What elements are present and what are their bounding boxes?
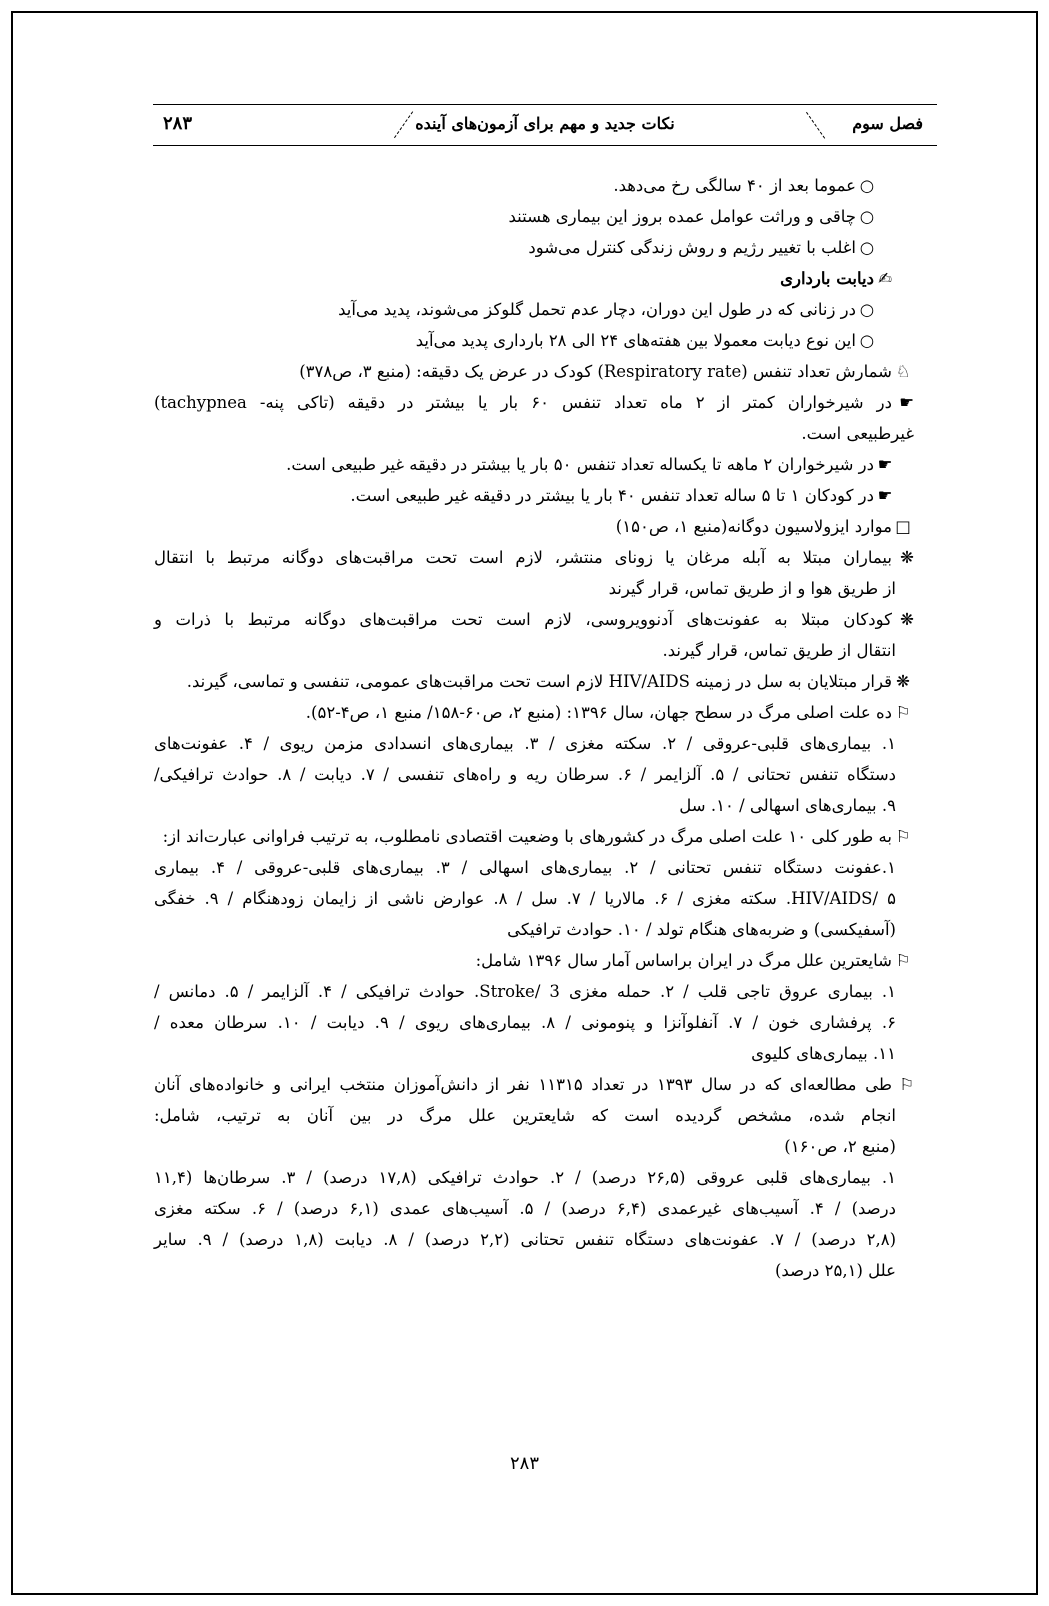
line-text: در شیرخواران کمتر از ۲ ماه تعداد تنفس ۶۰ بار یا بیشتر در دقیقه (تاکی پنه- tachypnea)	[154, 393, 892, 412]
line-text: (آسفیکسی) و ضربه‌های هنگام تولد / ۱۰. حوادث ترافیکی	[507, 920, 896, 939]
text-line	[154, 356, 914, 387]
text-line	[154, 573, 914, 604]
bullet-icon: ♘	[895, 362, 911, 381]
bullet-icon: □	[895, 517, 911, 536]
line-text: ۹. بیماری‌های اسهالی / ۱۰. سل	[679, 796, 896, 815]
line-text: ۶. پرفشاری خون / ۷. آنفلوآنزا و پنومونی / ۸. بیماری‌های ریوی / ۹. دیابت / ۱۰. سرطان معده /	[154, 1013, 896, 1032]
line-text: ده علت اصلی مرگ در سطح جهان، سال ۱۳۹۶: (منبع ۲، ص۶۰-۱۵۸/ منبع ۱، ص۴-۵۲).	[305, 703, 892, 722]
bullet-icon: ⚐	[899, 1075, 914, 1094]
bullet-icon: ○	[859, 331, 875, 350]
line-text: طی مطالعه‌ای که در سال ۱۳۹۳ در تعداد ۱۱۳۱۵ نفر از دانش‌آموزان منتخب ایرانی و خانواده‌های آنان	[154, 1075, 892, 1094]
line-text: علل (۲۵,۱ درصد)	[774, 1261, 896, 1280]
text-line	[154, 1007, 914, 1038]
line-text: دیابت بارداری	[780, 269, 874, 288]
bullet-icon: ⚐	[895, 827, 911, 846]
text-line	[154, 511, 914, 542]
text-line	[154, 728, 914, 759]
line-text: قرار مبتلایان به سل در زمینه HIV/AIDS لازم است تحت مراقبت‌های عمومی، تنفسی و تماسی، گیرند.	[186, 672, 892, 691]
line-text: ۱۱. بیماری‌های کلیوی	[751, 1044, 896, 1063]
bullet-icon: ☛	[877, 486, 893, 505]
text-line	[154, 387, 914, 418]
line-text: به طور کلی ۱۰ علت اصلی مرگ در کشورهای با وضعیت اقتصادی نامطلوب، به ترتیب فراوانی عبارت‌اند از:	[162, 827, 892, 846]
text-line	[154, 1224, 914, 1255]
bullet-icon: ○	[859, 207, 875, 226]
line-text: چاقی و وراثت عوامل عمده بروز این بیماری هستند	[508, 207, 856, 226]
bullet-icon: ○	[859, 300, 875, 319]
line-text: غیرطبیعی است.	[801, 424, 914, 443]
text-line	[154, 232, 914, 263]
line-text: بیماران مبتلا به آبله مرغان یا زونای منتشر، لازم است تحت مراقبت‌های دوگانه مرتبط با انتقال	[154, 548, 892, 567]
line-text: شایعترین علل مرگ در ایران براساس آمار سال ۱۳۹۶ شامل:	[475, 951, 892, 970]
bullet-icon: ❋	[900, 610, 914, 629]
text-line	[154, 790, 914, 821]
bullet-icon: ☛	[877, 455, 893, 474]
text-line	[154, 604, 914, 635]
bullet-icon: ☛	[899, 393, 914, 412]
text-line	[154, 697, 914, 728]
line-text: موارد ایزولاسیون دوگانه(منبع ۱، ص۱۵۰)	[615, 517, 892, 536]
bullet-icon: ❋	[900, 548, 914, 567]
line-text: از طریق هوا و از طریق تماس، قرار گیرند	[608, 579, 896, 598]
text-line	[154, 852, 914, 883]
text-line	[154, 325, 914, 356]
text-line	[154, 263, 914, 294]
footer-page-number: ۲۸۳	[509, 1453, 539, 1474]
text-line	[154, 821, 914, 852]
text-line	[154, 666, 914, 697]
running-header	[153, 104, 937, 146]
text-line	[154, 294, 914, 325]
text-line	[154, 480, 914, 511]
line-text: اغلب با تغییر رژیم و روش زندگی کنترل می‌شود	[528, 238, 856, 257]
text-line	[154, 1162, 914, 1193]
text-line	[154, 201, 914, 232]
text-line	[154, 542, 914, 573]
line-text: HIV/AIDS/ ۵. سکته مغزی / ۶. مالاریا / ۷. سل / ۸. عوارض ناشی از زایمان زودهنگام / ۹. خفگی	[154, 889, 896, 908]
text-line	[154, 1069, 914, 1100]
line-text: (منبع ۲، ص۱۶۰)	[784, 1137, 896, 1156]
text-line	[154, 1100, 914, 1131]
line-text: درصد) / ۴. آسیب‌های غیرعمدی (۶,۴ درصد) / ۵. آسیب‌های عمدی (۶,۱ درصد) / ۶. سکته مغزی	[154, 1199, 896, 1218]
text-line	[154, 914, 914, 945]
bullet-icon: ❋	[896, 672, 910, 691]
line-text: ۱. بیماری‌های قلبی-عروقی / ۲. سکته مغزی / ۳. بیماری‌های انسدادی مزمن ریوی / ۴. عفونت‌های	[154, 734, 896, 753]
text-line	[154, 759, 914, 790]
bullet-icon: ✍	[878, 269, 892, 288]
line-text: در کودکان ۱ تا ۵ ساله تعداد تنفس ۴۰ بار یا بیشتر در دقیقه غیر طبیعی است.	[350, 486, 874, 505]
bullet-icon: ⚐	[895, 703, 911, 722]
text-line	[154, 449, 914, 480]
chapter-title: فصل سوم	[852, 114, 923, 133]
line-text: ۱. بیماری عروق تاجی قلب / ۲. حمله مغزی Stroke/ 3. حوادث ترافیکی / ۴. آلزایمر / ۵. دمانس /	[154, 982, 897, 1001]
text-line	[154, 945, 914, 976]
line-text: عموما بعد از ۴۰ سالگی رخ می‌دهد.	[613, 176, 856, 195]
line-text: این نوع دیابت معمولا بین هفته‌های ۲۴ الی ۲۸ بارداری پدید می‌آید	[415, 331, 856, 350]
text-line	[154, 635, 914, 666]
line-text: ۱.عفونت دستگاه تنفس تحتانی / ۲. بیماری‌های اسهالی / ۳. بیماری‌های قلبی-عروقی / ۴. بیماری	[154, 858, 896, 877]
line-text: کودکان مبتلا به عفونت‌های آدنوویروسی، لازم است تحت مراقبت‌های دوگانه مرتبط با ذرات و	[154, 610, 892, 629]
text-line	[154, 976, 914, 1007]
text-line	[154, 883, 914, 914]
header-page-number: ۲۸۳	[163, 113, 193, 134]
line-text: (۲,۸ درصد) / ۷. عفونت‌های دستگاه تنفس تحتانی (۲,۲ درصد) / ۸. دیابت (۱,۸ درصد) / ۹. سایر	[154, 1230, 897, 1249]
page-content	[154, 170, 914, 1286]
header-title: نکات جدید و مهم برای آزمون‌های آینده	[415, 114, 675, 133]
text-line	[154, 1193, 914, 1224]
bullet-icon: ○	[859, 176, 875, 195]
text-line	[154, 1038, 914, 1069]
bullet-icon: ⚐	[895, 951, 911, 970]
text-line	[154, 418, 914, 449]
line-text: انتقال از طریق تماس، قرار گیرند.	[662, 641, 896, 660]
bullet-icon: ○	[859, 238, 875, 257]
line-text: انجام شده، مشخص گردیده است که شایعترین علل مرگ در بین آنان به ترتیب، شامل:	[154, 1106, 896, 1125]
line-text: شمارش تعداد تنفس (Respiratory rate) کودک در عرض یک دقیقه: (منبع ۳، ص۳۷۸)	[299, 362, 892, 381]
line-text: ۱. بیماری‌های قلبی عروقی (۲۶,۵ درصد) / ۲. حوادث ترافیکی (۱۷,۸ درصد) / ۳. سرطان‌ها (۱۱,۴	[154, 1168, 897, 1187]
text-line	[154, 1255, 914, 1286]
text-line	[154, 1131, 914, 1162]
line-text: دستگاه تنفس تحتانی / ۵. آلزایمر / ۶. سرطان ریه و راه‌های تنفسی / ۷. دیابت / ۸. حوادث ترافیکی/	[154, 765, 896, 784]
text-line	[154, 170, 914, 201]
line-text: در شیرخواران ۲ ماهه تا یکساله تعداد تنفس ۵۰ بار یا بیشتر در دقیقه غیر طبیعی است.	[286, 455, 874, 474]
line-text: در زنانی که در طول این دوران، دچار عدم تحمل گلوکز می‌شوند، پدید می‌آید	[338, 300, 856, 319]
